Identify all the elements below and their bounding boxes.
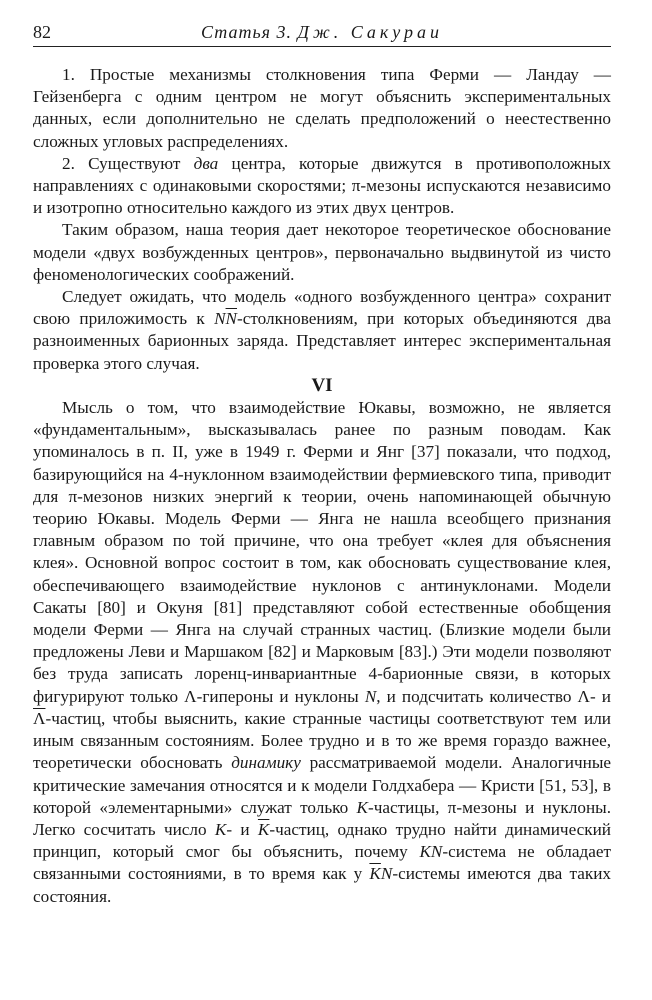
page-header [33,20,611,47]
text-run: Мысль о том, что взаимодействие Юкавы, возможно, не является «фундаментальным», высказывалась ранее по разным поводам. Как упоминалось в п. II, уже в 1949 г. Ферми и Янг [37] показали, что подход, базирующийся на 4-нуклонном взаимодействии фермиевского типа, приводит для π-мезонов низких энергий к теории, очень напоминающей обычную теорию Юкавы. Модель Ферми — Янга не нашла всеобщего признания главным образом по той причине, что она требует «клея для объяснения клея». Основной вопрос состоит в том, как обосновать существование клея, обеспечивающего взаимодействие нуклонов с антинуклонами. Модели Сакаты [80] и Окуня [81] представляют собой естественные обобщения модели Ферми — Янга на случай странных частиц. (Близкие модели были предложены Леви и Маршаком [82] и Марковым [83].) Эти модели позволяют без труда записать лоренц-инвариантные 4-барионные связи, в которых фигурируют только Λ-гипероны и нуклоны [33,398,611,706]
text-run: 2. Существуют [62,153,194,173]
math-K-bar: $\overline{K}$ [369,864,381,884]
emphasis-two: два [193,153,219,173]
paragraph-1: 1. Простые механизмы столкновения типа Ферми — Ландау — Гейзенберга с одним центром не могут объяснить экспериментальных данных, если дополнительно не сделать предположений о неестественно сложных угловых распределениях. [33,65,611,151]
running-head [33,22,611,43]
emphasis-dynamics: динамику [231,753,301,773]
text-run: -система не обладает связанными состояниями, в то время как у [33,842,611,884]
running-head-article: Статья 3. [200,22,293,42]
math-lambda-bar: $\overline{\Lambda}$ [33,708,46,728]
text-run: -системы имеются два таких состояния. [33,864,611,906]
text-run: -частицы, π-мезоны и нуклоны. Легко сосчитать число [33,797,611,839]
text-run: Следует ожидать, что модель «одного возбужденного центра» сохранит свою приложимость к [33,287,611,329]
math-N: N [380,864,393,884]
math-N: N [214,309,226,329]
math-K: K [356,797,368,817]
running-head-author: Дж. Сакураи [297,22,444,42]
math-N: N [364,686,377,706]
paragraph-2 [33,153,611,220]
article-body [33,64,611,908]
text-run: - и [226,819,258,839]
text-run: -частиц, чтобы выяснить, какие странные частицы соответствуют тем или иным связанным состояниям. Более трудно и в то же время гораздо важнее, теоретически обосновать [33,708,611,773]
paragraph-3: Таким образом, наша теория дает некоторое теоретическое обоснование модели «двух возбужденных центров», первоначально выдвинутой из чисто феноменологических соображений. [33,220,611,284]
text-run: -столкновениям, при которых объединяются два разноименных барионных заряда. Представляет интерес экспериментальная проверка этого случая. [33,309,611,373]
page-number: 82 [33,22,51,42]
paragraph-5 [33,397,611,908]
text-run: -частиц, однако трудно найти динамический принцип, который смог бы объяснить, почему [33,819,611,862]
paragraph-4 [33,286,611,375]
text-run: , и подсчитать количество Λ- и [376,686,611,706]
section-title: VI [311,374,333,396]
math-KN: KN [419,842,443,862]
math-N-bar: $\overline{N}$ [225,309,238,329]
text-run: центра, которые движутся в противоположных направлениях с одинаковыми скоростями; π-мезоны испускаются независимо и изотропно относительно каждого из этих двух центров. [33,153,612,218]
math-K-bar: $\overline{K}$ [257,819,270,839]
text-run: рассматриваемой модели. Аналогичные критические замечания относятся и к модели Голдхабера — Кристи [51, 53], в которой «элементарными» служат только [33,753,612,817]
math-K: K [214,819,227,839]
